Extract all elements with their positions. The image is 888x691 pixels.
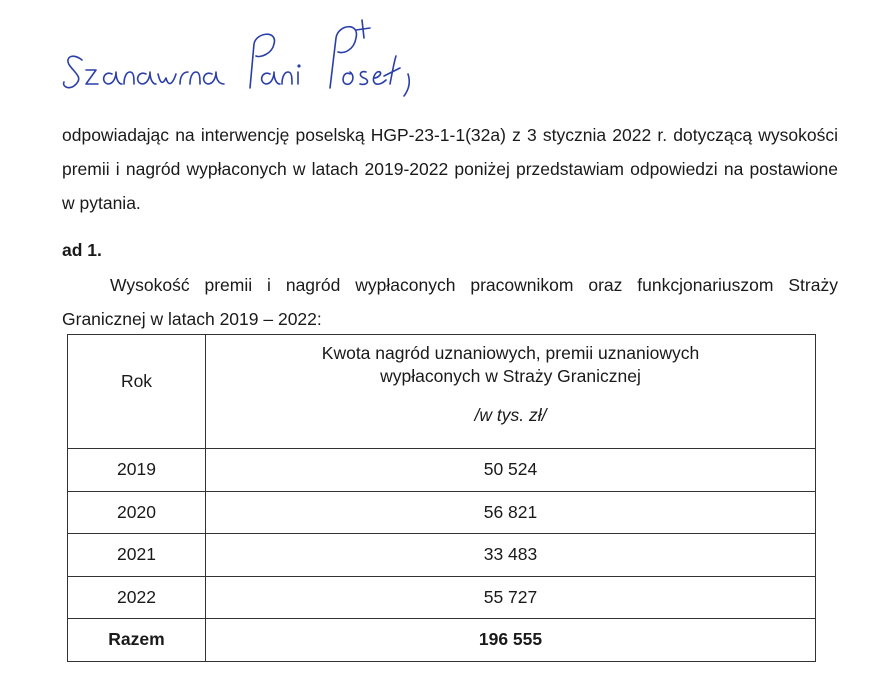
cell-year: 2020 — [68, 491, 206, 534]
header-year: Rok — [68, 335, 206, 449]
table-total-row — [68, 619, 816, 662]
cell-amount: 56 821 — [206, 491, 816, 534]
intro-paragraph: odpowiadając na interwencję poselską HGP-23-1-1(32a) z 3 stycznia 2022 r. dotyczącą wysokości premii i nagród wypłaconych w latach 2019-2022 poniżej przedstawiam odpowiedzi na postawione w pytania. — [62, 125, 838, 213]
cell-year: 2019 — [68, 449, 206, 492]
header-unit: /w tys. zł/ — [474, 405, 547, 425]
total-label: Razem — [68, 619, 206, 662]
bonus-table — [67, 334, 816, 662]
table-intro-paragraph: Wysokość premii i nagród wypłaconych pracownikom oraz funkcjonariuszom Straży Granicznej w latach 2019 – 2022: — [62, 275, 838, 329]
table-row — [68, 534, 816, 577]
table-row — [68, 491, 816, 534]
table-header-row — [68, 335, 816, 449]
cell-amount: 33 483 — [206, 534, 816, 577]
header-amount-line2: wypłaconych w Straży Granicznej — [380, 366, 641, 386]
header-amount — [206, 335, 816, 449]
total-amount: 196 555 — [206, 619, 816, 662]
cell-year: 2022 — [68, 576, 206, 619]
handwritten-salutation — [60, 8, 480, 108]
header-amount-line1: Kwota nagród uznaniowych, premii uznaniowych — [321, 343, 700, 363]
cell-amount: 55 727 — [206, 576, 816, 619]
cell-year: 2021 — [68, 534, 206, 577]
cell-amount: 50 524 — [206, 449, 816, 492]
table-row — [68, 576, 816, 619]
table-row — [68, 449, 816, 492]
section-heading: ad 1. — [62, 240, 102, 260]
handwritten-salutation-drawing — [60, 8, 480, 108]
